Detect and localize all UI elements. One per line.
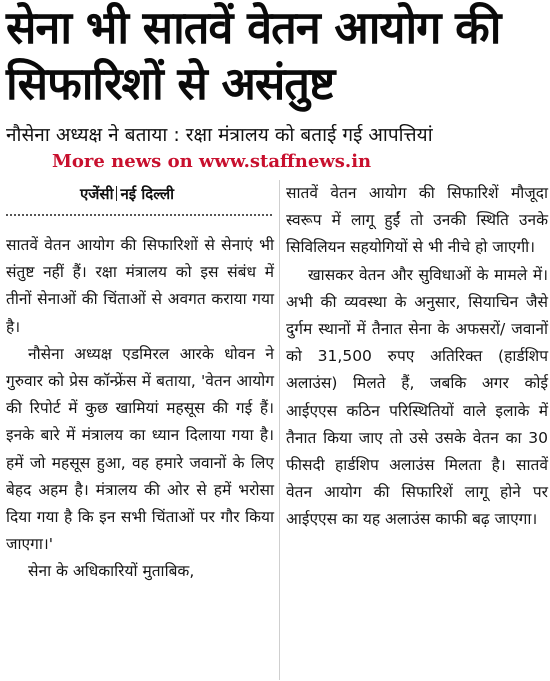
article-column-right	[286, 180, 548, 534]
dateline-divider	[6, 214, 272, 216]
dateline-agency: एजेंसी	[80, 185, 114, 203]
subheadline: नौसेना अध्यक्ष ने बताया : रक्षा मंत्रालय को बताई गई आपत्तियां	[6, 124, 433, 146]
right-paragraph-2: खासकर वेतन और सुविधाओं के मामले में। अभी की व्यवस्था के अनुसार, सियाचिन जैसे दुर्गम स्थानों में तैनात सेना के अफसरों/ जवानों को 31,500 रुपए अतिरिक्त (हार्डशिप अलाउंस) मिलते हैं, जबकि अगर कोई आईएएस कठिन परिस्थितियों वाले इलाके में तैनात किया जाए तो उसे उसके वेतन का 30 फीसदी हार्डशिप अलाउंस मिलता है। सातवें वेतन आयोग की सिफारिशें लागू होने पर आईएएस का यह अलाउंस काफी बढ़ जाएगा।	[286, 265, 548, 529]
headline-line-1: सेना भी सातवें वेतन आयोग की	[6, 1, 501, 54]
dateline	[80, 182, 174, 206]
headline	[6, 0, 546, 112]
left-paragraph-1: सातवें वेतन आयोग की सिफारिशों से सेनाएं भी संतुष्ट नहीं हैं। रक्षा मंत्रालय को इस संबंध में तीनों सेनाओं की चिंताओं से अवगत कराया गया है।	[6, 236, 274, 336]
right-paragraph-1: सातवें वेतन आयोग की सिफारिशें मौजूदा स्वरूप में लागू हुईं तो उनकी स्थिति उनके सिविलियन सहयोगियों से भी नीचे हो जाएगी।	[286, 184, 548, 257]
left-paragraph-3: सेना के अधिकारियों मुताबिक,	[28, 562, 195, 581]
dateline-city: नई दिल्ली	[120, 185, 175, 203]
dateline-separator	[116, 186, 117, 201]
headline-line-2: सिफारिशों से असंतुष्ट	[6, 57, 335, 110]
left-paragraph-2: नौसेना अध्यक्ष एडमिरल आरके धोवन ने गुरुवार को प्रेस कॉन्फ्रेंस में बताया, 'वेतन आयोग की रिपोर्ट में कुछ खामियां महसूस की गई हैं। इनके बारे में मंत्रालय का ध्यान दिलाया गया है। हमें जो महसूस हुआ, वह हमारे जवानों के लिए बेहद अहम है। मंत्रालय की ओर से हमें भरोसा दिया गया है कि इन सभी चिंताओं पर गौर किया जाएगा।'	[6, 344, 274, 554]
article-column-left	[6, 232, 274, 586]
promo-link[interactable]: More news on www.staffnews.in	[52, 151, 372, 172]
column-divider	[279, 180, 280, 680]
